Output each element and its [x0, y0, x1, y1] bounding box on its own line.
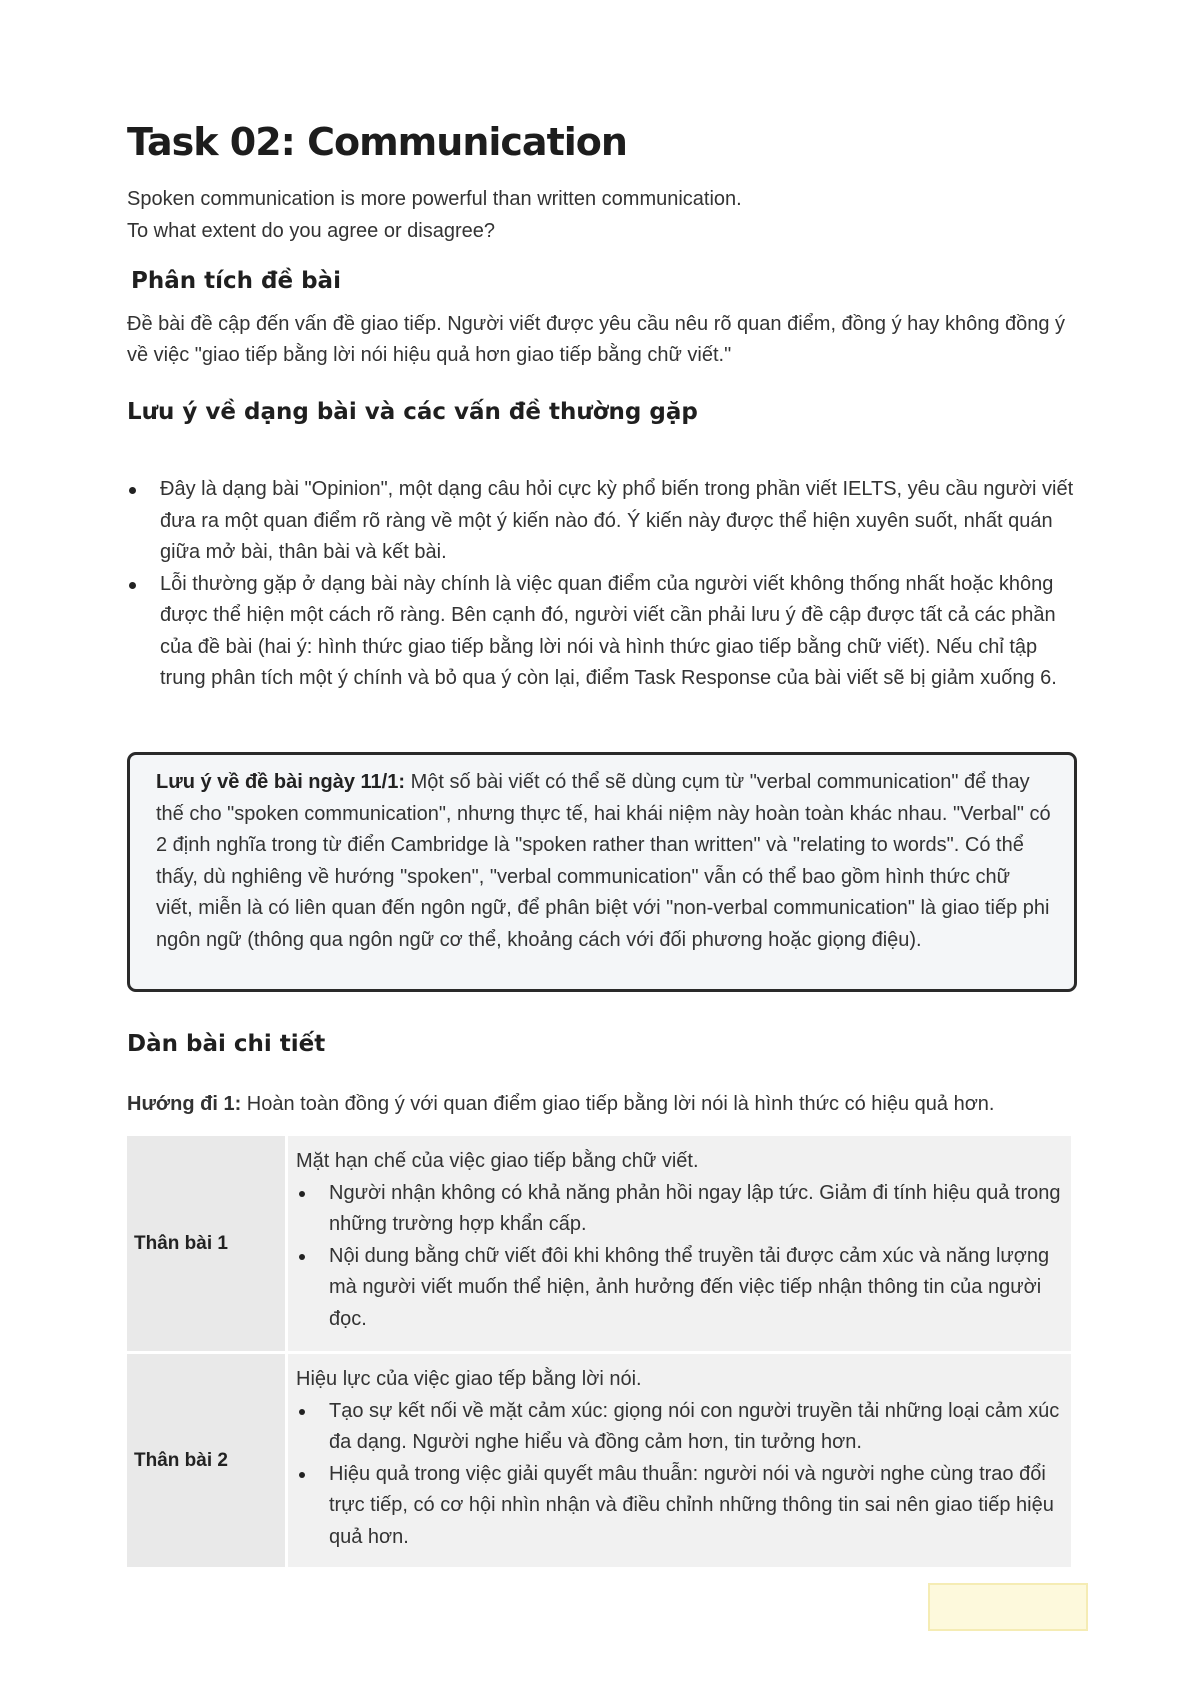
table-row	[127, 1136, 1071, 1351]
row-content	[288, 1136, 1071, 1351]
bullet-icon	[129, 582, 136, 589]
essay-prompt	[127, 183, 742, 247]
list-item	[296, 1241, 1061, 1336]
notes-heading: Lưu ý về dạng bài và các vấn đề thường gặp	[127, 399, 698, 425]
list-item-text: Lỗi thường gặp ở dạng bài này chính là việc quan điểm của người viết không thống nhất hoặc không được thể hiện một cách rõ ràng. Bên cạnh đó, người viết cần phải lưu ý đề cập được tất cả các phần của đề bài (hai ý: hình thức giao tiếp bằng lời nói và hình thức giao tiếp bằng chữ viết). Nếu chỉ tập trung phân tích một ý chính và bỏ qua ý còn lại, điểm Task Response của bài viết sẽ bị giảm xuống 6.	[160, 572, 1057, 689]
analysis-heading: Phân tích đề bài	[131, 268, 341, 294]
outline-heading: Dàn bài chi tiết	[127, 1031, 326, 1057]
bullet-icon	[299, 1472, 305, 1478]
list-item	[127, 474, 1077, 569]
direction-text: Hoàn toàn đồng ý với quan điểm giao tiếp bằng lời nói là hình thức có hiệu quả hơn.	[241, 1093, 995, 1115]
callout-text: Một số bài viết có thể sẽ dùng cụm từ "verbal communication" để thay thế cho "spoken communication", nhưng thực tế, hai khái niệm này hoàn toàn khác nhau. "Verbal" có 2 định nghĩa trong từ điển Cambridge là "spoken rather than written" và "relating to words". Có thể thấy, dù nghiêng về hướng "spoken", "verbal communication" vẫn có thể bao gồm hình thức chữ viết, miễn là có liên quan đến ngôn ngữ, để phân biệt với "non-verbal communication" là giao tiếp phi ngôn ngữ (thông qua ngôn ngữ cơ thể, khoảng cách với đối phương hoặc giọng điệu).	[156, 771, 1051, 951]
notes-list	[127, 474, 1077, 695]
bullet-icon	[129, 487, 136, 494]
page-number-box	[928, 1583, 1088, 1631]
prompt-line-1: Spoken communication is more powerful than written communication.	[127, 188, 742, 210]
bullet-icon	[299, 1191, 305, 1197]
row-intro: Hiệu lực của việc giao tếp bằng lời nói.	[296, 1368, 642, 1390]
direction-label: Hướng đi 1:	[127, 1093, 242, 1115]
list-item	[296, 1178, 1061, 1241]
row-bullets	[296, 1178, 1061, 1336]
list-item-text: Nội dung bằng chữ viết đôi khi không thể truyền tải được cảm xúc và năng lượng mà người viết muốn thể hiện, ảnh hưởng đến việc tiếp nhận thông tin của người đọc.	[329, 1244, 1050, 1330]
page-title: Task 02: Communication	[127, 120, 627, 164]
bullet-icon	[299, 1409, 305, 1415]
table-row	[127, 1354, 1071, 1567]
row-bullets	[296, 1396, 1061, 1554]
list-item	[296, 1396, 1061, 1459]
list-item-text: Hiệu quả trong việc giải quyết mâu thuẫn: người nói và người nghe cùng trao đổi trực tiếp, có cơ hội nhìn nhận và điều chỉnh những thông tin sai nên giao tiếp hiệu quả hơn.	[329, 1462, 1054, 1548]
list-item	[296, 1459, 1061, 1554]
callout-label: Lưu ý về đề bài ngày 11/1:	[156, 771, 406, 793]
row-label: Thân bài 1	[127, 1136, 285, 1351]
row-label: Thân bài 2	[127, 1354, 285, 1567]
direction-line	[127, 1089, 1077, 1120]
row-content	[288, 1354, 1071, 1567]
row-intro: Mặt hạn chế của việc giao tiếp bằng chữ viết.	[296, 1150, 699, 1172]
callout-box	[127, 752, 1077, 992]
analysis-text: Đề bài đề cập đến vấn đề giao tiếp. Người viết được yêu cầu nêu rõ quan điểm, đồng ý hay không đồng ý về việc "giao tiếp bằng lời nói hiệu quả hơn giao tiếp bằng chữ viết."	[127, 313, 1066, 366]
list-item	[127, 569, 1077, 695]
list-item-text: Người nhận không có khả năng phản hồi ngay lập tức. Giảm đi tính hiệu quả trong những trường hợp khẩn cấp.	[329, 1181, 1061, 1235]
bullet-icon	[299, 1254, 305, 1260]
list-item-text: Tạo sự kết nối về mặt cảm xúc: giọng nói con người truyền tải những loại cảm xúc đa dạng. Người nghe hiểu và đồng cảm hơn, tin tưởng hơn.	[329, 1399, 1060, 1453]
prompt-line-2: To what extent do you agree or disagree?	[127, 220, 496, 242]
outline-table	[124, 1133, 1074, 1570]
list-item-text: Đây là dạng bài "Opinion", một dạng câu hỏi cực kỳ phổ biến trong phần viết IELTS, yêu cầu người viết đưa ra một quan điểm rõ ràng về một ý kiến nào đó. Ý kiến này được thể hiện xuyên suốt, nhất quán giữa mở bài, thân bài và kết bài.	[160, 478, 1074, 563]
